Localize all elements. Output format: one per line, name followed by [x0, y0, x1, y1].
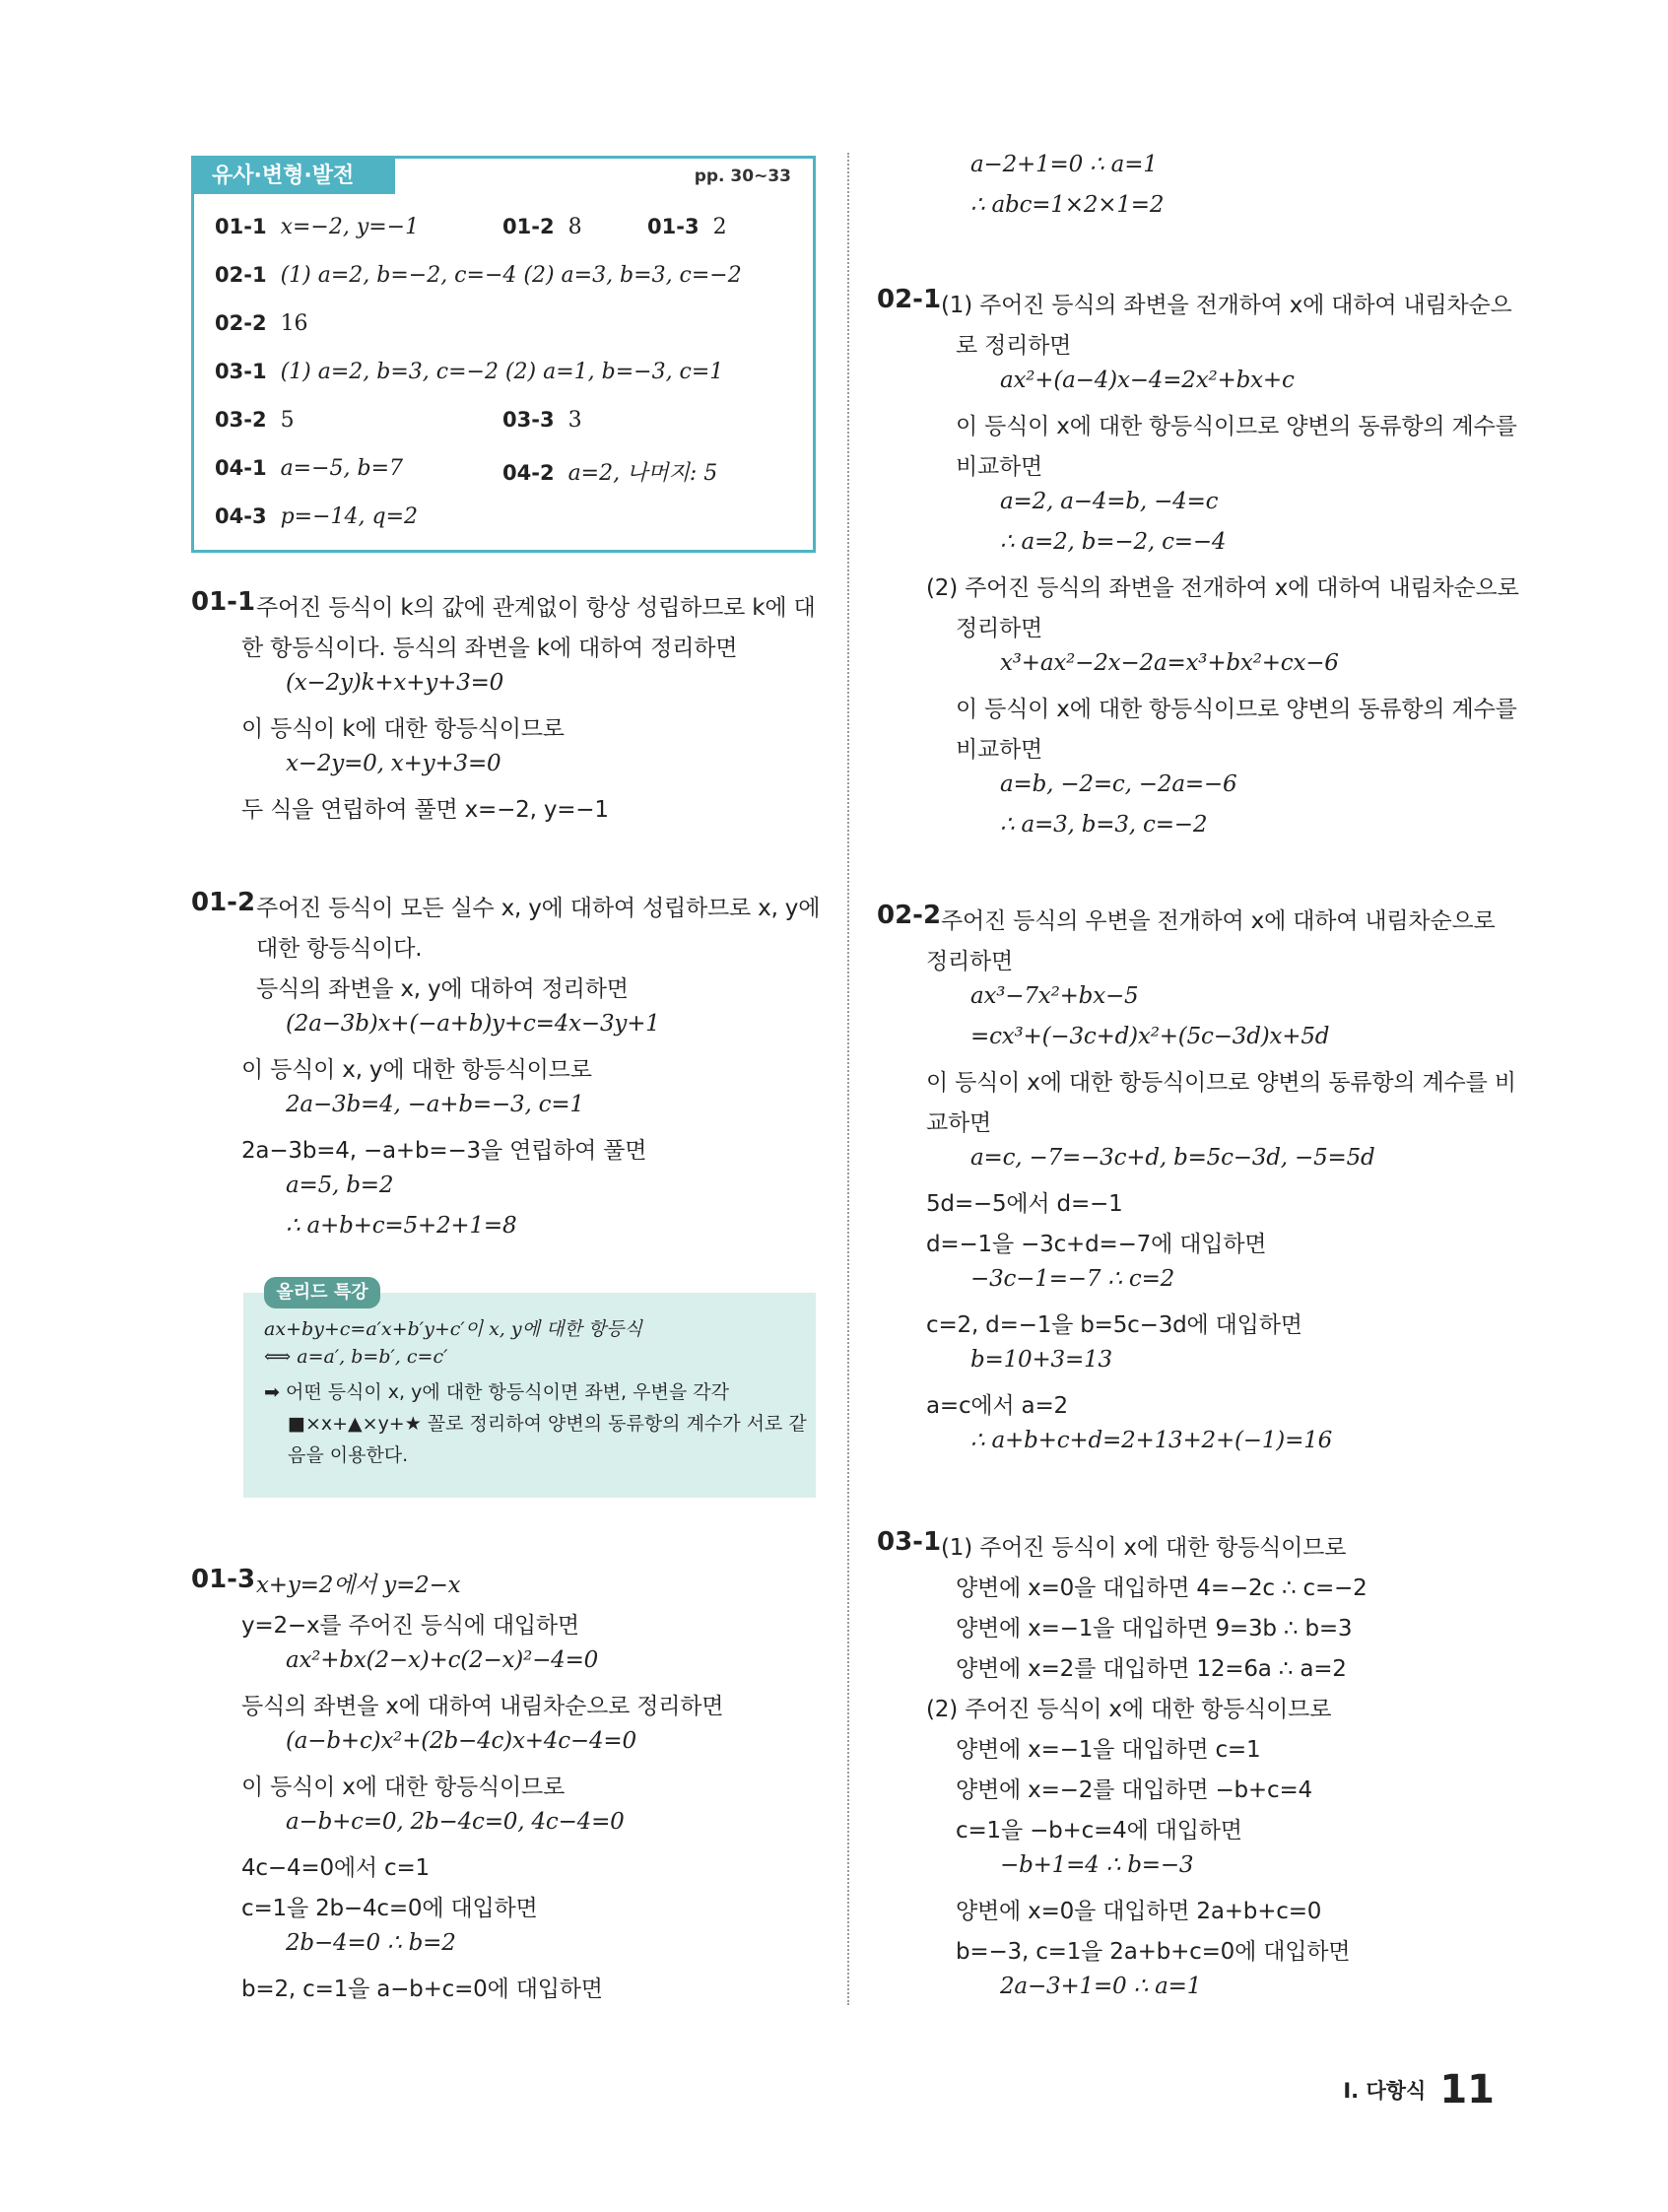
solution-line: 정리하면 — [926, 949, 1014, 974]
solution-line: 교하면 — [926, 1110, 992, 1136]
equation-line: ∴ a=3, b=3, c=−2 — [1000, 812, 1208, 838]
equation-line: −3c−1=−7 ∴ c=2 — [970, 1266, 1175, 1292]
solution-line: 양변에 x=−2를 대입하면 −b+c=4 — [956, 1777, 1312, 1803]
summary-item: 04-3 p=−14, q=2 — [215, 504, 419, 529]
summary-item: 01-1 x=−2, y=−1 — [215, 215, 420, 239]
solution-line: 로 정리하면 — [956, 333, 1072, 359]
solution-line: a=c에서 a=2 — [926, 1393, 1068, 1419]
solution-line: 정리하면 — [956, 616, 1043, 641]
solution-line: (1) 주어진 등식이 x에 대한 항등식이므로 — [941, 1535, 1347, 1561]
solution-line: 주어진 등식이 모든 실수 x, y에 대하여 성립하므로 x, y에 — [256, 896, 821, 921]
equation-line: 2b−4=0 ∴ b=2 — [286, 1930, 456, 1956]
tip-tag: 올리드 특강 — [264, 1277, 380, 1308]
equation-line: ax²+bx(2−x)+c(2−x)²−4=0 — [286, 1647, 599, 1673]
solution-line: b=2, c=1을 a−b+c=0에 대입하면 — [241, 1977, 603, 2002]
equation-line: ∴ abc=1×2×1=2 — [970, 192, 1165, 218]
problem-label: 01-3 — [191, 1565, 256, 1594]
tip-line: ⟺ a=a′, b=b′, c=c′ — [264, 1346, 448, 1368]
solution-line: 양변에 x=−1을 대입하면 c=1 — [956, 1737, 1261, 1763]
summary-item: 03-2 5 — [215, 408, 295, 433]
equation-line: x−2y=0, x+y+3=0 — [286, 751, 501, 776]
solution-line: 두 식을 연립하여 풀면 x=−2, y=−1 — [241, 797, 609, 823]
summary-item: 03-3 3 — [502, 408, 582, 433]
summary-item: 02-2 16 — [215, 311, 308, 336]
summary-pages: pp. 30~33 — [694, 167, 791, 186]
problem-label: 03-1 — [877, 1527, 942, 1557]
equation-line: a=2, a−4=b, −4=c — [1000, 489, 1219, 514]
solution-line: 등식의 좌변을 x에 대하여 내림차순으로 정리하면 — [241, 1694, 724, 1719]
solution-line: (2) 주어진 등식의 좌변을 전개하여 x에 대하여 내림차순으로 — [926, 575, 1519, 601]
summary-item: 04-2 a=2, 나머지: 5 — [502, 461, 718, 486]
equation-line: ax²+(a−4)x−4=2x²+bx+c — [1000, 368, 1295, 393]
page-footer — [1343, 2067, 1495, 2112]
solution-line: b=−3, c=1을 2a+b+c=0에 대입하면 — [956, 1939, 1351, 1965]
section-title: I. 다항식 — [1343, 2079, 1427, 2103]
solution-line: 주어진 등식이 k의 값에 관계없이 항상 성립하므로 k에 대 — [256, 595, 816, 621]
equation-line: −b+1=4 ∴ b=−3 — [1000, 1852, 1194, 1878]
equation-line: ∴ a=2, b=−2, c=−4 — [1000, 529, 1227, 555]
solution-line: 비교하면 — [956, 454, 1043, 480]
equation-line: a=c, −7=−3c+d, b=5c−3d, −5=5d — [970, 1145, 1375, 1171]
solution-line: d=−1을 −3c+d=−7에 대입하면 — [926, 1232, 1267, 1257]
solution-line: (2) 주어진 등식이 x에 대한 항등식이므로 — [926, 1697, 1332, 1722]
solution-line: c=1을 2b−4c=0에 대입하면 — [241, 1896, 538, 1921]
solution-line: 비교하면 — [956, 737, 1043, 763]
equation-line: x+y=2에서 y=2−x — [256, 1573, 461, 1598]
equation-line: a=5, b=2 — [286, 1173, 394, 1198]
solution-line: 양변에 x=−1을 대입하면 9=3b ∴ b=3 — [956, 1616, 1353, 1642]
problem-label: 01-2 — [191, 888, 256, 917]
solution-line: 이 등식이 x에 대한 항등식이므로 — [241, 1775, 566, 1800]
equation-line: x³+ax²−2x−2a=x³+bx²+cx−6 — [1000, 650, 1339, 676]
equation-line: b=10+3=13 — [970, 1347, 1112, 1373]
solution-line: 이 등식이 x에 대한 항등식이므로 양변의 동류항의 계수를 — [956, 697, 1517, 722]
equation-line: ∴ a+b+c+d=2+13+2+(−1)=16 — [970, 1428, 1333, 1453]
equation-line: (x−2y)k+x+y+3=0 — [286, 670, 504, 696]
solution-line: c=1을 −b+c=4에 대입하면 — [956, 1818, 1242, 1843]
equation-line: a−b+c=0, 2b−4c=0, 4c−4=0 — [286, 1809, 625, 1835]
solution-line: 양변에 x=2를 대입하면 12=6a ∴ a=2 — [956, 1656, 1347, 1682]
summary-item: 02-1 (1) a=2, b=−2, c=−4 (2) a=3, b=3, c=−2 — [215, 263, 742, 288]
equation-line: ax³−7x²+bx−5 — [970, 983, 1139, 1009]
column-divider — [847, 153, 849, 2005]
equation-line: (2a−3b)x+(−a+b)y+c=4x−3y+1 — [286, 1011, 660, 1037]
solution-line: 이 등식이 x에 대한 항등식이므로 양변의 동류항의 계수를 — [956, 414, 1517, 439]
equation-line: (a−b+c)x²+(2b−4c)x+4c−4=0 — [286, 1728, 636, 1754]
solution-line: c=2, d=−1을 b=5c−3d에 대입하면 — [926, 1312, 1302, 1338]
equation-line: =cx³+(−3c+d)x²+(5c−3d)x+5d — [970, 1024, 1330, 1049]
problem-label: 02-2 — [877, 901, 942, 930]
solution-line: 주어진 등식의 우변을 전개하여 x에 대하여 내림차순으로 — [941, 908, 1496, 934]
solution-line: 이 등식이 x에 대한 항등식이므로 양변의 동류항의 계수를 비 — [926, 1070, 1516, 1096]
solution-line: (1) 주어진 등식의 좌변을 전개하여 x에 대하여 내림차순으 — [941, 293, 1512, 318]
problem-label: 02-1 — [877, 285, 942, 314]
equation-line: ∴ a+b+c=5+2+1=8 — [286, 1213, 517, 1239]
solution-line: y=2−x를 주어진 등식에 대입하면 — [241, 1613, 579, 1639]
equation-line: 2a−3b=4, −a+b=−3, c=1 — [286, 1092, 584, 1117]
solution-line: 한 항등식이다. 등식의 좌변을 k에 대하여 정리하면 — [241, 636, 738, 661]
solution-line: 이 등식이 x, y에 대한 항등식이므로 — [241, 1057, 592, 1083]
solution-line: 2a−3b=4, −a+b=−3을 연립하여 풀면 — [241, 1138, 647, 1164]
summary-item: 03-1 (1) a=2, b=3, c=−2 (2) a=1, b=−3, c=1 — [215, 360, 724, 384]
summary-tag: 유사·변형·발전 — [194, 159, 395, 194]
equation-line: 2a−3+1=0 ∴ a=1 — [1000, 1974, 1202, 1999]
tip-line: ax+by+c=a′x+b′y+c′이 x, y에 대한 항등식 — [264, 1318, 642, 1340]
solution-line: 5d=−5에서 d=−1 — [926, 1191, 1123, 1217]
summary-item: 01-2 8 — [502, 215, 582, 239]
tip-line: ■×x+▲×y+★ 꼴로 정리하여 양변의 동류항의 계수가 서로 같 — [288, 1413, 807, 1435]
solution-line: 대한 항등식이다. — [256, 936, 423, 962]
page-number: 11 — [1439, 2067, 1495, 2112]
solution-line: 이 등식이 k에 대한 항등식이므로 — [241, 716, 565, 742]
solution-line: 양변에 x=0을 대입하면 4=−2c ∴ c=−2 — [956, 1575, 1368, 1601]
tip-line: 음을 이용한다. — [288, 1444, 409, 1466]
equation-line: a=b, −2=c, −2a=−6 — [1000, 771, 1237, 797]
solution-line: 양변에 x=0을 대입하면 2a+b+c=0 — [956, 1899, 1322, 1924]
problem-label: 01-1 — [191, 587, 256, 617]
tip-line: ➡ 어떤 등식이 x, y에 대한 항등식이면 좌변, 우변을 각각 — [264, 1381, 729, 1403]
solution-line: 4c−4=0에서 c=1 — [241, 1855, 430, 1881]
solution-line: 등식의 좌변을 x, y에 대하여 정리하면 — [256, 976, 629, 1002]
summary-item: 01-3 2 — [647, 215, 727, 239]
equation-line: a−2+1=0 ∴ a=1 — [970, 152, 1158, 177]
summary-item: 04-1 a=−5, b=7 — [215, 456, 404, 481]
